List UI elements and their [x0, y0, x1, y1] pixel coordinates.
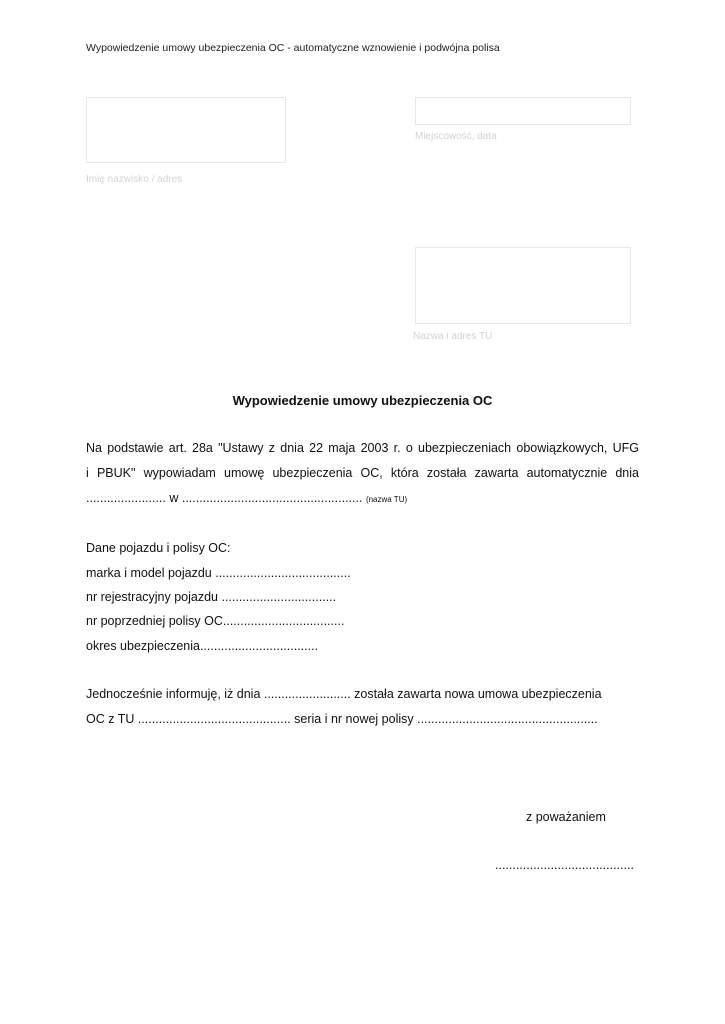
- document-header: Wypowiedzenie umowy ubezpieczenia OC - automatyczne wznowienie i podwójna polisa: [86, 42, 500, 54]
- name-address-field[interactable]: [86, 97, 286, 163]
- insurer-name-note: (nazwa TU): [365, 495, 408, 504]
- paragraph-line: i PBUK" wypowiadam umowę ubezpieczenia OC, która została zawarta automatycznie dnia: [86, 466, 639, 480]
- vehicle-heading: Dane pojazdu i polisy OC:: [86, 541, 231, 555]
- termination-paragraph: [86, 436, 639, 512]
- document-title: Wypowiedzenie umowy ubezpieczenia OC: [232, 393, 493, 408]
- name-address-label: Imię nazwisko / adres: [86, 174, 183, 185]
- insurer-label: Nazwa i adres TU: [413, 331, 493, 342]
- paragraph-line: Na podstawie art. 28a "Ustawy z dnia 22 maja 2003 r. o ubezpieczeniach obowiązkowych, UFG: [86, 441, 639, 455]
- date-insurer-blanks: ....................... w ....................................................: [86, 491, 363, 505]
- insurance-period-line: okres ubezpieczenia..................................: [86, 639, 319, 653]
- registration-line: nr rejestracyjny pojazdu .................................: [86, 590, 337, 604]
- place-date-label: Miejscowość, data: [415, 131, 497, 142]
- place-date-field[interactable]: [415, 97, 631, 125]
- paragraph-line: [86, 486, 639, 512]
- closing-text: z poważaniem: [526, 810, 606, 824]
- signature-line: ........................................: [495, 858, 634, 872]
- make-model-line: marka i model pojazdu .......................................: [86, 566, 351, 580]
- insurer-field[interactable]: [415, 247, 631, 324]
- new-policy-line-1: Jednocześnie informuję, iż dnia ......................... została zawarta nowa umowa ubezpieczenia: [86, 687, 602, 701]
- previous-policy-line: nr poprzedniej polisy OC...................................: [86, 614, 345, 628]
- new-policy-line-2: OC z TU ............................................ seria i nr nowej polisy ....................................................: [86, 712, 598, 726]
